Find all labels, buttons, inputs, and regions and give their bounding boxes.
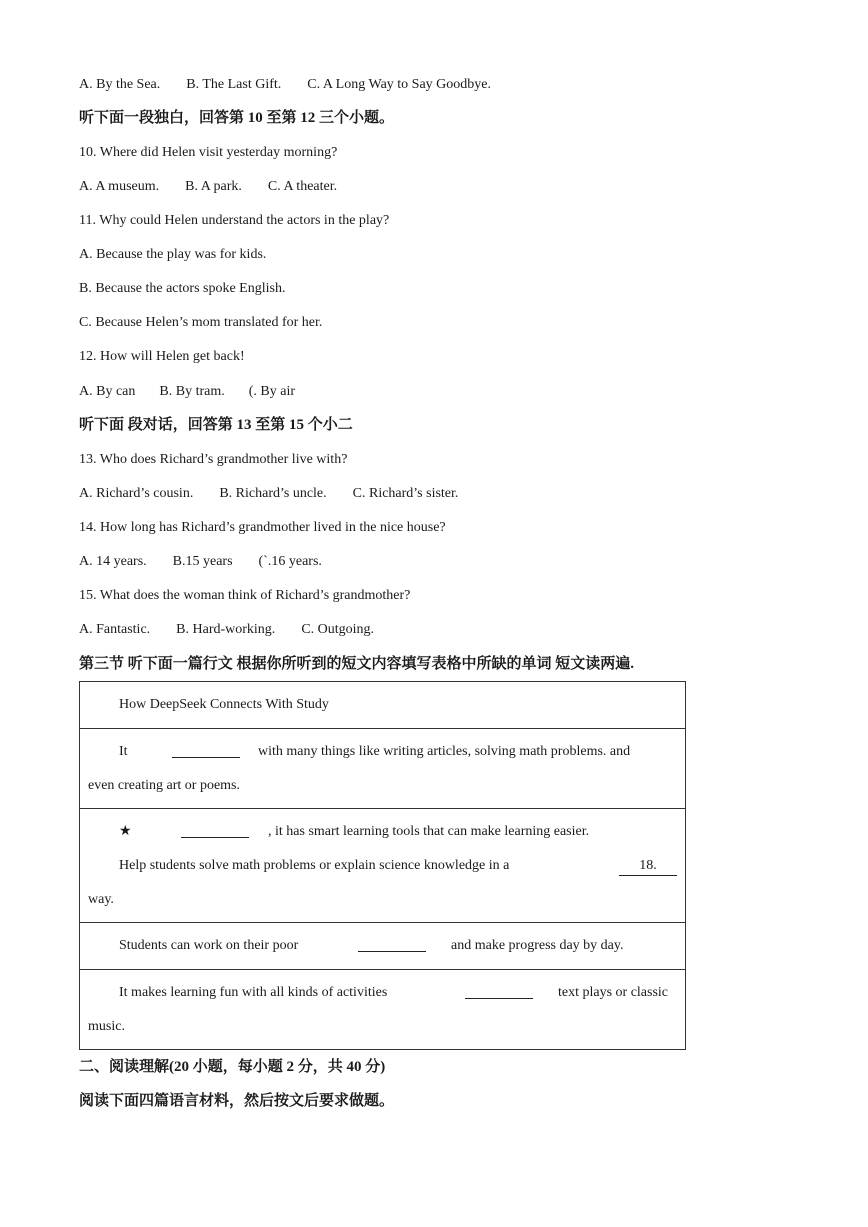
row5-text-c: music. xyxy=(88,1019,125,1034)
table-row xyxy=(80,809,685,923)
q12-option-a: A. By can xyxy=(79,384,136,399)
q12-question: 12. How will Helen get back! xyxy=(79,349,245,364)
table-row xyxy=(80,729,685,809)
section-three-heading: 第三节 听下面一篇行文 根据你所听到的短文内容填写表格中所缺的单词 短文读两遍. xyxy=(79,656,635,672)
q15-question: 15. What does the woman think of Richard’s grandmother? xyxy=(79,588,411,603)
q15-option-b: B. Hard-working. xyxy=(176,622,276,637)
blank-17[interactable] xyxy=(181,823,249,838)
row5-text-b: text plays or classic xyxy=(558,985,669,1000)
q13-option-b: B. Richard’s uncle. xyxy=(219,486,327,501)
star-icon: ★ xyxy=(119,824,132,839)
part-two-instructions: 阅读下面四篇语言材料，然后按文后要求做题。 xyxy=(79,1093,395,1109)
row5-text-a: It makes learning fun with all kinds of activities xyxy=(119,985,388,1000)
row2-text-a: It xyxy=(119,744,128,759)
section-heading-10-12: 听下面一段独白，回答第 10 至第 12 三个小题。 xyxy=(79,110,395,126)
q11-option-b: B. Because the actors spoke English. xyxy=(79,281,286,296)
q12-options xyxy=(79,383,295,401)
q9-option-a: A. By the Sea. xyxy=(79,77,161,92)
q13-question: 13. Who does Richard’s grandmother live with? xyxy=(79,452,348,467)
q15-options xyxy=(79,621,374,639)
blank-18[interactable] xyxy=(619,857,677,876)
blank-20[interactable] xyxy=(465,984,533,999)
row3-text-b: Help students solve math problems or explain science knowledge in a xyxy=(119,858,510,873)
q14-option-b: B.15 years xyxy=(172,554,233,569)
table-row xyxy=(80,970,685,1049)
row4-text-b: and make progress day by day. xyxy=(451,938,624,953)
q15-option-a: A. Fantastic. xyxy=(79,622,151,637)
part-two-heading: 二、阅读理解(20 小题，每小题 2 分，共 40 分) xyxy=(79,1059,386,1075)
q9-options xyxy=(79,76,491,94)
q9-option-c: C. A Long Way to Say Goodbye. xyxy=(307,77,492,92)
table-row xyxy=(80,923,685,970)
blank-19[interactable] xyxy=(358,937,426,952)
row2-text-b: with many things like writing articles, solving math problems. and xyxy=(258,744,631,759)
q12-option-c: (. By air xyxy=(248,384,295,399)
q13-option-a: A. Richard’s cousin. xyxy=(79,486,194,501)
q12-option-b: B. By tram. xyxy=(159,384,225,399)
q10-option-a: A. A museum. xyxy=(79,179,160,194)
q11-question: 11. Why could Helen understand the actors in the play? xyxy=(79,213,390,228)
q10-option-b: B. A park. xyxy=(185,179,242,194)
q11-option-c: C. Because Helen’s mom translated for her. xyxy=(79,315,323,330)
section-heading-13-15: 听下面 段对话，回答第 13 至第 15 个小二 xyxy=(79,417,353,433)
q13-options xyxy=(79,485,458,503)
blank-18-number: 18. xyxy=(619,857,677,876)
row3-text-a: , it has smart learning tools that can make learning easier. xyxy=(268,824,590,839)
q14-option-c: (`.16 years. xyxy=(258,554,322,569)
q10-options xyxy=(79,178,337,196)
table-row xyxy=(80,682,685,729)
q10-option-c: C. A theater. xyxy=(267,179,338,194)
q14-option-a: A. 14 years. xyxy=(79,554,147,569)
q15-option-c: C. Outgoing. xyxy=(301,622,375,637)
q10-question: 10. Where did Helen visit yesterday morning? xyxy=(79,145,338,160)
table-title: How DeepSeek Connects With Study xyxy=(119,697,329,712)
q13-option-c: C. Richard’s sister. xyxy=(352,486,459,501)
q11-option-a: A. Because the play was for kids. xyxy=(79,247,267,262)
q14-options xyxy=(79,553,322,571)
fill-in-table xyxy=(79,681,686,1050)
blank-16[interactable] xyxy=(172,743,240,758)
row3-text-c: way. xyxy=(88,892,114,907)
row4-text-a: Students can work on their poor xyxy=(119,938,299,953)
q14-question: 14. How long has Richard’s grandmother lived in the nice house? xyxy=(79,520,446,535)
q9-option-b: B. The Last Gift. xyxy=(186,77,282,92)
row2-text-c: even creating art or poems. xyxy=(88,778,240,793)
